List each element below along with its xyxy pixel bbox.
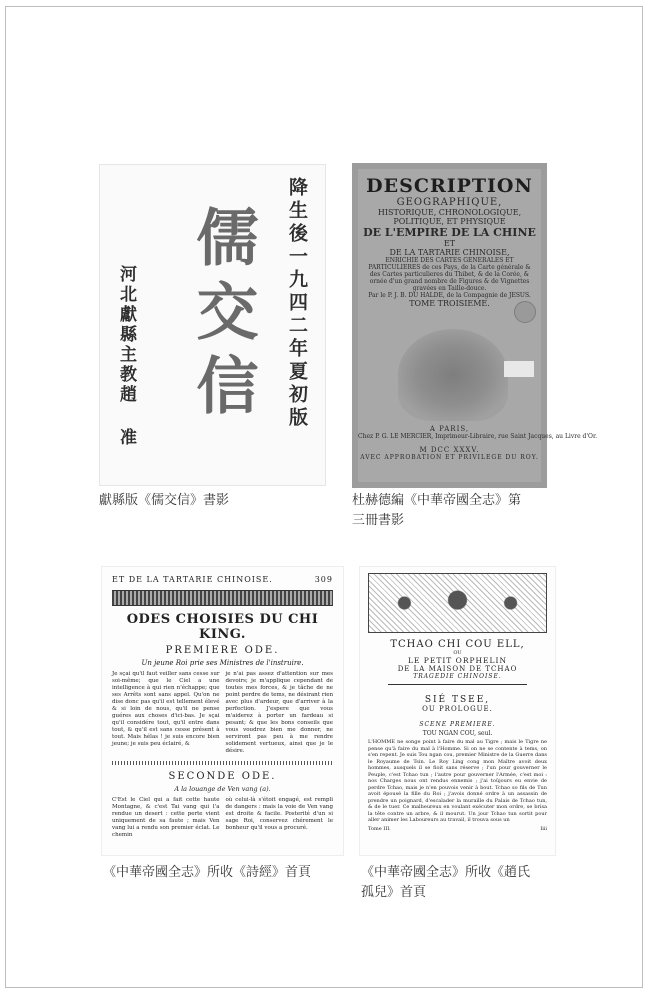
text-column: je n'ai pas assez d'attention sur mes devoirs; je m'applique cependant de toutes mes forces, & je tâche de ne point perdre de tems, ne désirant rien avec plus d'ardeur, que d'arriver à la perfection. J'espere que vous m'aiderez à porter un fardeau si pesant; & que les bons conseils que vous voudrez bien me donner, ne serviront pas peu à me rendre solidement vertueux, ainsi que je le désire.	[225, 671, 333, 754]
text-column: où celui-là s'étoit engagé, est rempli de dangers : mais la voie de Ven vang est droite & facile. Posterité d'un si sage Roi, conservez chérement le bonheur qu'il vous a procuré.	[225, 797, 333, 831]
cover-publisher: Chez P. G. LE MERCIER, Imprimeur-Libraire, rue Saint Jacques, au Livre d'Or.	[358, 433, 598, 440]
figure-caption-4	[361, 863, 530, 903]
footer-volume: Tome III.	[368, 825, 391, 832]
ode-heading: PREMIERE ODE.	[165, 645, 280, 656]
running-head-title: ET DE LA TARTARIE CHINOISE.	[112, 575, 273, 584]
cover-line: ENRICHIE DES CARTES GENERALES ET PARTICULIERES de ces Pays, de la Carte générale & des Cartes particulieres du Thibet, & de la Corée, & ornée d'un grand nombre de Figures & de Vignettes gravées en Taille-douce.	[368, 257, 531, 292]
cover-line: Par le P. J. B. DU HALDE, de la Compagnie de JESUS.	[368, 292, 531, 299]
play-subtitle: DE LA MAISON DE TCHAO	[397, 665, 518, 673]
text-column: C'Est le Ciel qui a fait cette haute Montagne, & c'est Tai vang qui l'a rendue un desert : cette perte vient uniquement de sa faute ; mais Ven vang lui a rendu son premier éclat. Le chemin	[112, 797, 220, 838]
chi-king-page-image	[101, 566, 344, 856]
ode-subtitle: Un jeune Roi prie ses Ministres de l'instruire.	[141, 659, 304, 667]
cover-line: GEOGRAPHIQUE,	[396, 197, 503, 208]
divider	[388, 684, 527, 685]
caption-line: 孤兒》首頁	[361, 885, 427, 900]
ode-text-columns	[112, 671, 333, 755]
page-number: 309	[314, 575, 333, 584]
play-genre: TRAGEDIE CHINOISE.	[413, 673, 502, 680]
cover-edition-line: 降生後一九四二年夏初版	[286, 177, 308, 430]
play-title: TCHAO CHI COU ELL,	[390, 639, 525, 650]
cover-line: DE LA TARTARIE CHINOISE,	[389, 248, 510, 257]
cover-line: HISTORIQUE, CHRONOLOGIQUE,	[377, 208, 522, 217]
library-seal	[514, 301, 536, 323]
figure-caption-3: 《中華帝國全志》所收《詩經》首頁	[103, 865, 312, 880]
description-cover-image	[352, 163, 598, 488]
cover-privilege: AVEC APPROBATION ET PRIVILEGE DU ROY.	[360, 454, 539, 461]
act-subheading: OU PROLOGUE.	[422, 705, 493, 713]
cover-author-line: 河北獻縣主教趙 准	[116, 265, 136, 448]
running-head	[112, 575, 333, 584]
figure-caption-2	[352, 491, 521, 531]
act-heading: SIÉ TSEE,	[424, 695, 491, 705]
cover-line: DESCRIPTION	[366, 175, 533, 197]
caption-line: 杜赫德編《中華帝國全志》第	[352, 493, 522, 508]
caption-line: 《中華帝國全志》所收《趙氏	[361, 865, 531, 880]
ornament-rule	[112, 761, 333, 765]
play-title-ou: OU	[453, 650, 462, 656]
speaker: TOU NGAN COU, seul.	[422, 730, 493, 737]
cover-title: 儒交信	[186, 205, 259, 427]
page-footer	[368, 826, 547, 832]
page-title: ODES CHOISIES DU CHI KING.	[126, 612, 319, 642]
orphan-of-chao-page-image	[359, 566, 556, 856]
text-column: Je sçai qu'il faut veiller sans cesse sur soi-même; que le Ciel a une intelligence à qui rien n'échappe; que ses Arrêts sont sans appel. Qu'on ne dise donc pas qu'il est tellement élevé & si loin de nous, qu'il ne pense guéres aux choses d'ici-bas. Je sçai qu'il considére tout, qu'il entre dans tout, & qu'il est sans cesse présent à tout. Mais hélas ! je suis encore bien jeune; je suis peu éclairé, &	[112, 671, 220, 747]
cover-line: ET	[443, 239, 456, 248]
play-text: L'HOMME ne songe point à faire du mal au Tigre ; mais le Tigre ne pense qu'à faire du mal à l'Homme. Si on ne se contente à tems, on s'en repent. Je suis Tou ngan cou, premier Ministre de la Guerre dans le Royaume de Tsin. Le Roy Ling cong mon Maître avoit deux hommes, ausquels il se fioit sans réserve ; l'un pour gouverner le Peuple, c'est Tchao tun ; l'autre pour gouverner l'Armée, c'est moi : nos Charges nous ont rendus ennemis ; j'ai toûjours eu envie de perdre Tchao, mais je n'en pouvois venir à bout. Tchao so fils de Tun avoit épousé la fille du Roi ; j'avois donné ordre à un assassin de prendre un poignard, d'escalader la muraille du Palais de Tchao tun, & de le tuer. Ce malheureux en voulant exécuter mon ordre, se brisa la tête contre un arbre, & il mourut. Un jour Tchao tun sortit pour aller animer les Laboureurs au travail, il trouva sous un	[368, 739, 547, 823]
library-label	[504, 361, 534, 377]
cover-line: DE L'EMPIRE DE LA CHINE	[363, 226, 536, 239]
figure-caption-1: 獻縣版《儒交信》書影	[99, 493, 230, 508]
ode-subtitle: A la louange de Ven vang (a).	[174, 785, 271, 793]
cover-line: TOME TROISIEME.	[409, 299, 490, 308]
ode-text-columns	[112, 797, 333, 839]
floral-headpiece	[368, 573, 547, 633]
engraved-vignette	[398, 329, 508, 421]
cover-place: A PARIS,	[429, 425, 470, 433]
footer-signature: Iiii	[540, 825, 547, 832]
cover-year: M DCC XXXV.	[419, 446, 480, 454]
cover-line: POLITIQUE, ET PHYSIQUE	[393, 217, 506, 226]
play-subtitle: LE PETIT ORPHELIN	[407, 656, 508, 665]
ornament-band	[112, 590, 333, 606]
rujiaoxin-cover-image	[99, 164, 326, 486]
ode-heading: SECONDE ODE.	[168, 771, 277, 782]
scene-heading: SCENE PREMIERE.	[419, 721, 496, 728]
caption-line: 三冊書影	[352, 513, 405, 528]
